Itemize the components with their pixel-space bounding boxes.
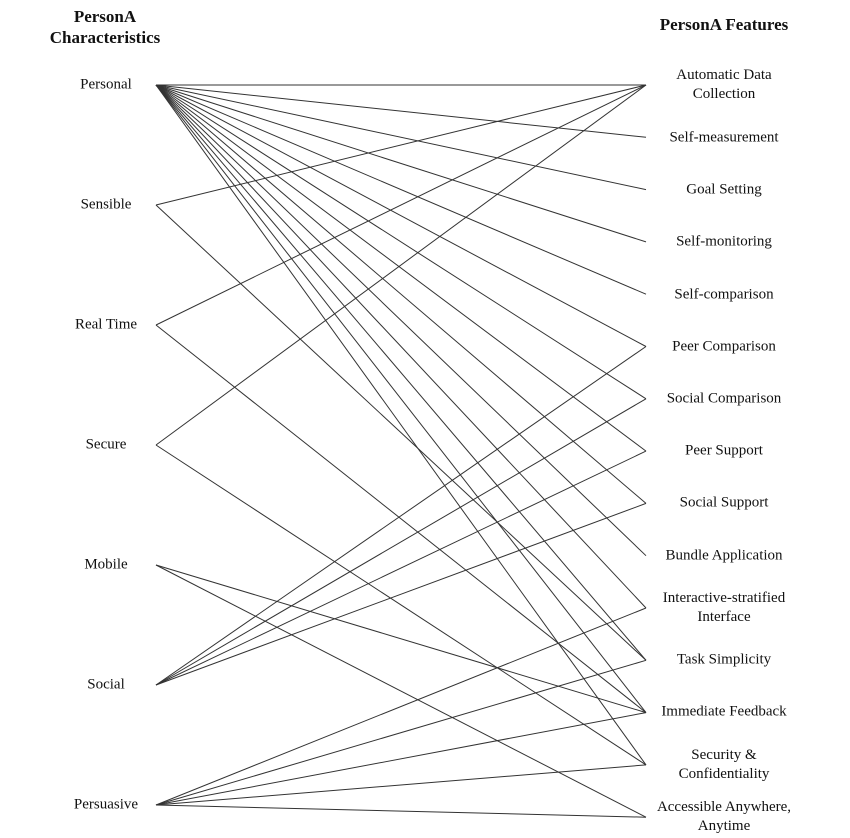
link-personal-socialcomp	[156, 85, 646, 399]
link-personal-socialsup	[156, 85, 646, 503]
characteristic-mobile: Mobile	[84, 556, 128, 573]
link-social-socialsup	[156, 503, 646, 685]
characteristic-real-time: Real Time	[74, 316, 138, 333]
feature-bundle-application: Bundle Application	[665, 547, 783, 564]
link-realtime-feedback	[156, 325, 646, 713]
link-persuasive-task	[156, 660, 646, 805]
link-mobile-access	[156, 565, 646, 817]
link-sensible-task	[156, 205, 646, 660]
feature-peer-comparison: Peer Comparison	[672, 338, 776, 355]
feature-immediate-feedback: Immediate Feedback	[661, 703, 787, 720]
link-personal-peercomp	[156, 85, 646, 347]
link-personal-peersup	[156, 85, 646, 451]
link-persuasive-security	[156, 765, 646, 805]
link-social-peersup	[156, 451, 646, 685]
characteristic-social: Social	[87, 676, 125, 693]
link-persuasive-access	[156, 805, 646, 817]
feature-social-support: Social Support	[679, 494, 769, 511]
features-title: PersonA Features	[659, 15, 789, 34]
feature-accessible-anywhere: Accessible Anywhere, Anytime	[656, 799, 792, 834]
feature-automatic-data-collection: Automatic Data Collection	[676, 67, 772, 102]
link-secure-auto	[156, 85, 646, 445]
feature-goal-setting: Goal Setting	[686, 181, 762, 198]
link-personal-bundle	[156, 85, 646, 556]
feature-self-measurement: Self-measurement	[669, 129, 779, 146]
feature-peer-support: Peer Support	[685, 442, 763, 459]
feature-self-monitoring: Self-monitoring	[676, 233, 772, 250]
characteristic-sensible: Sensible	[80, 196, 132, 213]
link-sensible-auto	[156, 85, 646, 205]
link-secure-security	[156, 445, 646, 765]
link-personal-feedback	[156, 85, 646, 713]
characteristic-secure: Secure	[85, 436, 127, 453]
feature-interactive-stratified-interface: Interactive-stratified Interface	[662, 590, 786, 625]
feature-social-comparison: Social Comparison	[666, 390, 782, 407]
link-persuasive-feedback	[156, 713, 646, 805]
link-persuasive-interactive	[156, 608, 646, 805]
feature-security-confidentiality: Security & Confidentiality	[678, 747, 770, 782]
link-personal-selfcomp	[156, 85, 646, 294]
link-social-peercomp	[156, 347, 646, 686]
characteristics-title: PersonA Characteristics	[49, 7, 161, 47]
link-personal-selfmeas	[156, 85, 646, 137]
link-realtime-auto	[156, 85, 646, 325]
feature-task-simplicity: Task Simplicity	[676, 651, 772, 668]
characteristic-personal: Personal	[80, 76, 132, 93]
link-mobile-feedback	[156, 565, 646, 713]
feature-self-comparison: Self-comparison	[674, 286, 774, 303]
characteristic-persuasive: Persuasive	[73, 796, 139, 813]
link-social-socialcomp	[156, 399, 646, 685]
link-personal-task	[156, 85, 646, 660]
link-personal-goal	[156, 85, 646, 190]
